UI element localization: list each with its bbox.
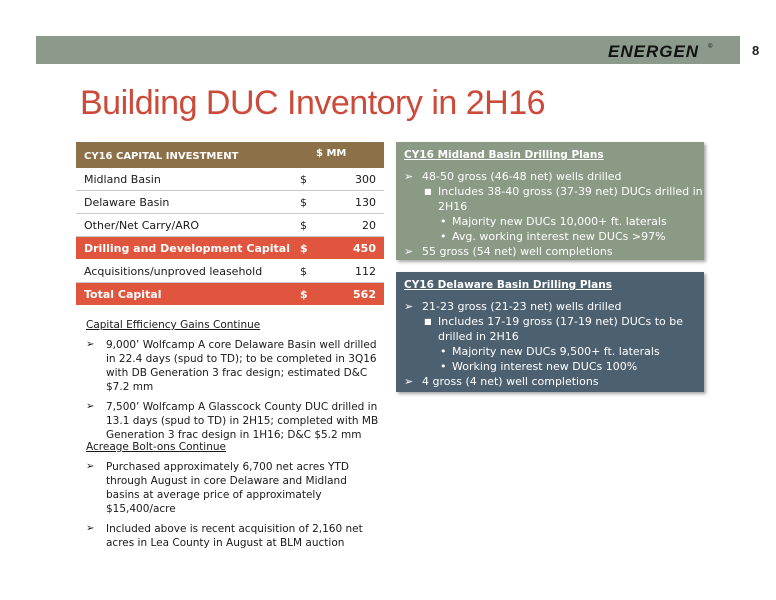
row-value: 300	[355, 173, 376, 186]
table-row-total	[76, 283, 384, 306]
energen-logo: ENERGEN	[608, 42, 700, 61]
dot-bullet-icon: •	[440, 360, 447, 373]
row-label: Delaware Basin	[84, 196, 170, 209]
slide-title: Building DUC Inventory in 2H16	[80, 84, 546, 122]
row-currency: $	[300, 196, 307, 209]
sub-bullet-continuation	[396, 329, 704, 344]
row-value: 20	[362, 219, 376, 232]
bullet-text: 55 gross (54 net) well completions	[422, 245, 613, 258]
capital-efficiency-section	[86, 318, 380, 448]
bullet-text: drilled in 2H16	[438, 330, 519, 343]
bullet-text: 48-50 gross (46-48 net) wells drilled	[422, 170, 622, 183]
section-title: Acreage Bolt-ons Continue	[86, 441, 226, 453]
bullet-text: Includes 17-19 gross (17-19 net) DUCs to be	[438, 315, 683, 328]
bullet-text: 9,000’ Wolfcamp A core Delaware Basin well drilled in 22.4 days (spud to TD); to be completed in 3Q16 with DB Generation 3 frac design; estimated D&C $7.2 mm	[106, 339, 377, 393]
arrow-bullet-icon: ➢	[404, 375, 414, 388]
table-row	[76, 260, 384, 283]
row-value: 562	[353, 288, 376, 301]
sub-sub-bullet-item	[396, 359, 704, 374]
table-row	[76, 214, 384, 237]
row-currency: $	[300, 173, 307, 186]
row-label: Other/Net Carry/ARO	[84, 219, 200, 232]
bullet-item	[396, 374, 704, 389]
row-value: 112	[355, 265, 376, 278]
dot-bullet-icon: •	[440, 230, 447, 243]
table-header-label: CY16 CAPITAL INVESTMENT	[84, 151, 239, 162]
bullet-text: Working interest new DUCs 100%	[452, 360, 638, 373]
sub-sub-bullet-item	[396, 344, 704, 359]
header-bar	[36, 36, 760, 64]
logo-registered-mark: ®	[708, 44, 713, 50]
bullet-text: Majority new DUCs 9,500+ ft. laterals	[452, 345, 660, 358]
sub-sub-bullet-item	[396, 214, 704, 229]
row-value: 130	[355, 196, 376, 209]
bullet-item	[86, 522, 380, 550]
sub-sub-bullet-item	[396, 229, 704, 244]
bullet-item	[396, 244, 704, 259]
bullet-text: 7,500’ Wolfcamp A Glasscock County DUC drilled in 13.1 days (spud to TD) in 2H15; completed with MB Generation 3 frac design in 1H16; D&C $5.2 mm	[106, 401, 379, 441]
sub-bullet-item	[396, 184, 704, 199]
section-title: Capital Efficiency Gains Continue	[86, 319, 261, 331]
bullet-item	[396, 169, 704, 184]
bullet-item	[396, 299, 704, 314]
bullet-text: Included above is recent acquisition of 2,160 net acres in Lea County in August at BLM auction	[106, 523, 363, 549]
row-currency: $	[300, 242, 308, 255]
arrow-bullet-icon: ➢	[86, 523, 95, 534]
arrow-bullet-icon: ➢	[86, 461, 95, 472]
table-row-highlight	[76, 237, 384, 260]
bullet-text: 2H16	[438, 200, 468, 213]
table-row	[76, 168, 384, 191]
row-currency: $	[300, 288, 308, 301]
sub-bullet-item	[396, 314, 704, 329]
row-currency: $	[300, 219, 307, 232]
bullet-text: 4 gross (4 net) well completions	[422, 375, 599, 388]
arrow-bullet-icon: ➢	[404, 245, 414, 258]
bullet-text: 21-23 gross (21-23 net) wells drilled	[422, 300, 622, 313]
dot-bullet-icon: •	[440, 345, 447, 358]
bullet-item	[86, 338, 380, 394]
row-value: 450	[353, 242, 376, 255]
arrow-bullet-icon: ➢	[86, 401, 95, 412]
midland-drilling-plans-box	[396, 142, 704, 260]
dot-bullet-icon: •	[440, 215, 447, 228]
row-label: Acquisitions/unproved leasehold	[84, 265, 263, 278]
acreage-section	[86, 440, 380, 556]
delaware-drilling-plans-box	[396, 272, 704, 392]
row-label: Midland Basin	[84, 173, 161, 186]
table-header	[76, 142, 384, 168]
arrow-bullet-icon: ➢	[404, 170, 414, 183]
table-header-unit: $ MM	[316, 148, 347, 159]
page-number: 8	[752, 43, 760, 58]
box-title: CY16 Midland Basin Drilling Plans	[404, 149, 604, 161]
bullet-text: Includes 38-40 gross (37-39 net) DUCs drilled in	[438, 185, 703, 198]
bullet-text: Purchased approximately 6,700 net acres YTD through August in core Delaware and Midland basins at average price of approximately $15,400/acre	[106, 461, 349, 515]
row-label: Drilling and Development Capital	[84, 242, 290, 255]
row-currency: $	[300, 265, 307, 278]
row-label: Total Capital	[84, 288, 162, 301]
square-bullet-icon: ■	[424, 317, 432, 326]
box-title: CY16 Delaware Basin Drilling Plans	[404, 279, 612, 291]
arrow-bullet-icon: ➢	[404, 300, 414, 313]
capital-investment-table	[76, 142, 384, 306]
bullet-text: Avg. working interest new DUCs >97%	[452, 230, 666, 243]
bullet-item	[86, 400, 380, 442]
sub-bullet-continuation	[396, 199, 704, 214]
bullet-text: Majority new DUCs 10,000+ ft. laterals	[452, 215, 667, 228]
table-row	[76, 191, 384, 214]
bullet-item	[86, 460, 380, 516]
arrow-bullet-icon: ➢	[86, 339, 95, 350]
square-bullet-icon: ■	[424, 187, 432, 196]
